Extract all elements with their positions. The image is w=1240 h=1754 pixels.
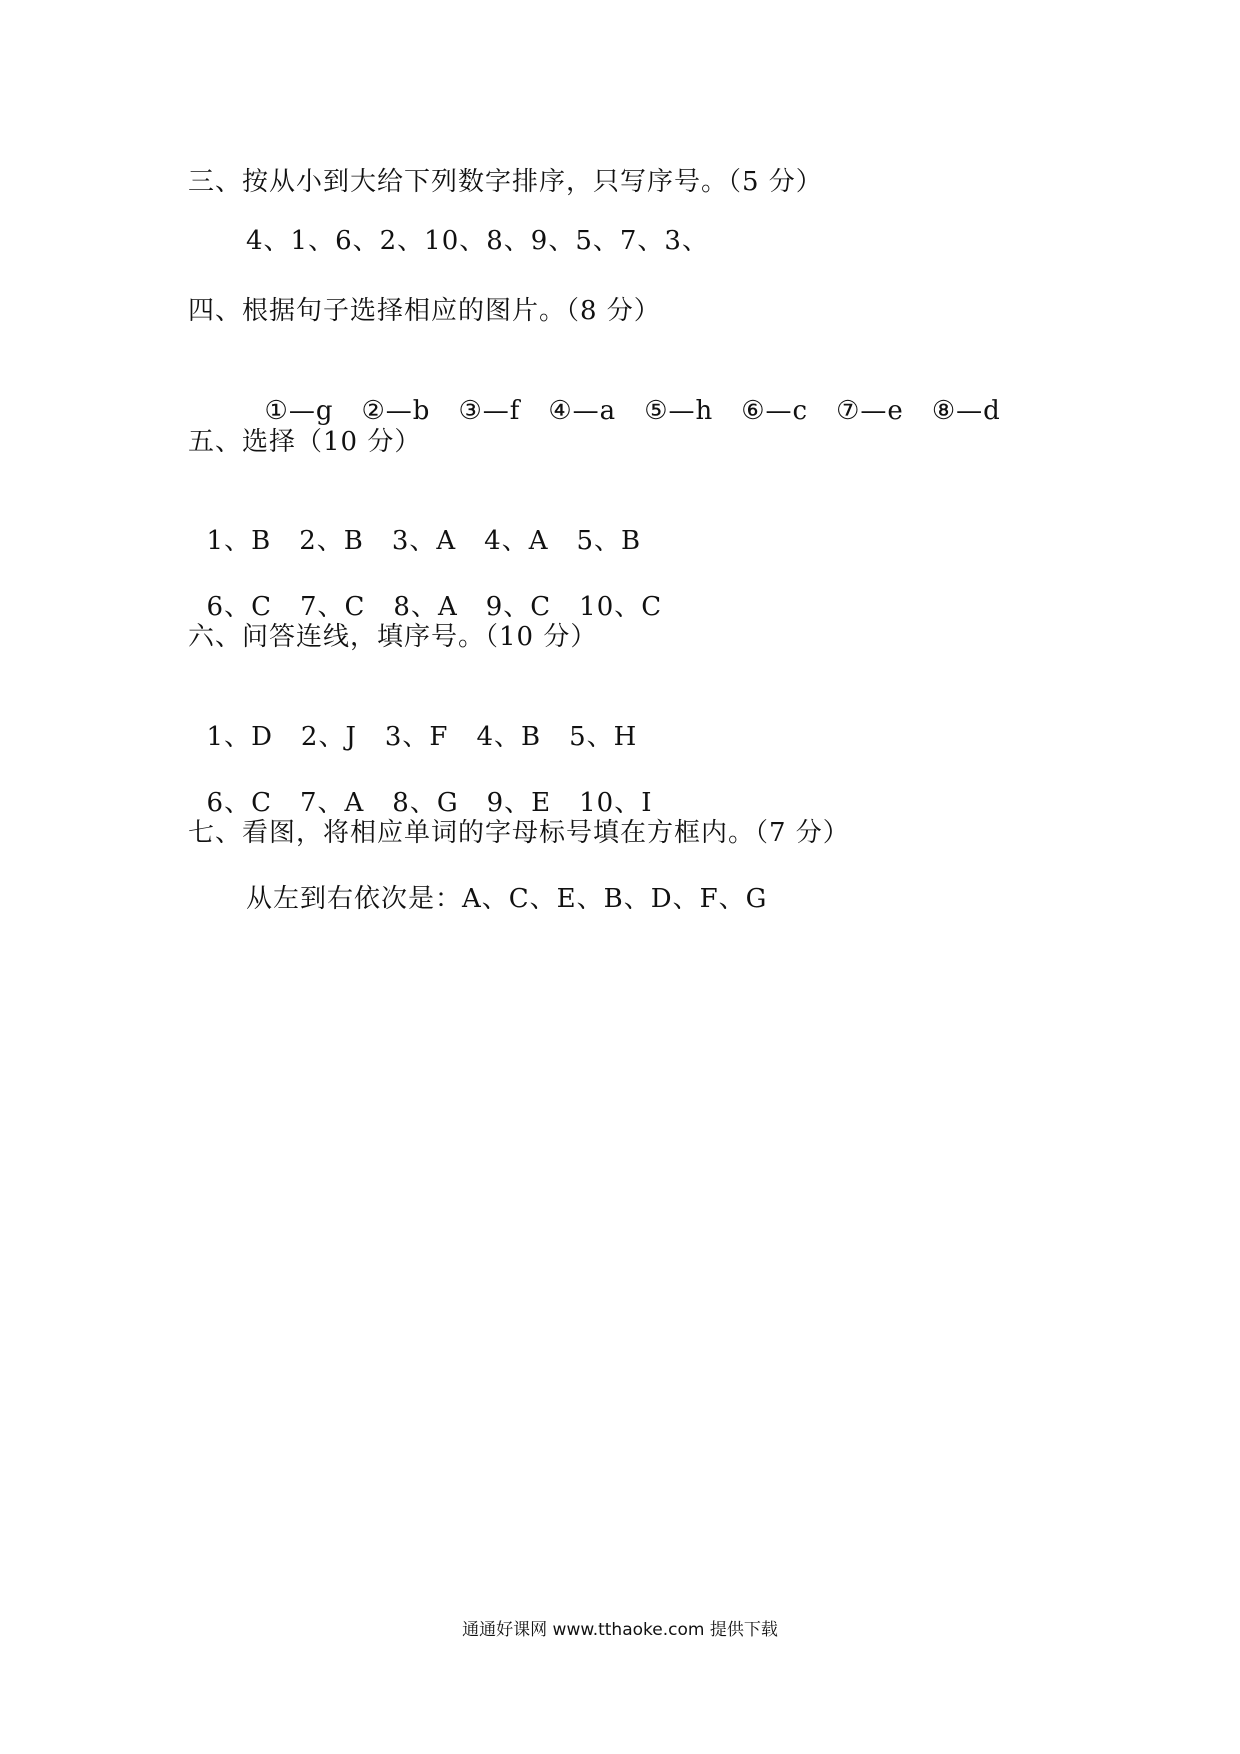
- answer-item: 2、J: [300, 722, 357, 752]
- section-6-heading: 六、问答连线，填序号。（10 分）: [188, 622, 598, 652]
- answer-item: 1、D: [206, 722, 273, 752]
- answer-item: 4、A: [484, 526, 549, 556]
- answer-item: 7、C: [299, 592, 366, 622]
- answer-item: 1、B: [206, 526, 272, 556]
- answer-item: 8、A: [393, 592, 458, 622]
- answer-item: 5、H: [569, 722, 638, 752]
- answer-item: 8、G: [392, 788, 459, 818]
- section-5-row-1: [188, 490, 669, 558]
- answer-item: 6、C: [206, 788, 272, 818]
- answer-item: 3、A: [391, 526, 457, 556]
- section-4-heading: 四、根据句子选择相应的图片。（8 分）: [188, 296, 661, 326]
- section-5-heading: 五、选择（10 分）: [188, 427, 422, 457]
- answer-item: 3、F: [384, 722, 449, 752]
- section-6-row-1: [188, 686, 665, 754]
- answer-item: 9、E: [486, 788, 552, 818]
- answer-item: 6、C: [206, 592, 272, 622]
- answer-item: 10、C: [579, 592, 663, 622]
- page-footer: 通通好课网 www.tthaoke.com 提供下载: [462, 1620, 778, 1640]
- answer-item: ⑧—d: [931, 396, 1001, 426]
- section-6-row-2: [188, 752, 681, 820]
- answer-item: 9、C: [485, 592, 552, 622]
- section-7-answer: 从左到右依次是：A、C、E、B、D、F、G: [246, 884, 768, 914]
- answer-item: ⑥—c: [741, 396, 809, 426]
- answer-item: ②—b: [361, 396, 431, 426]
- answer-item: 2、B: [299, 526, 364, 556]
- section-5-row-2: [188, 556, 690, 624]
- answer-item: ⑦—e: [836, 396, 904, 426]
- answer-item: ①—g: [264, 396, 334, 426]
- answer-item: ⑤—h: [644, 396, 714, 426]
- answer-item: 7、A: [299, 788, 365, 818]
- answer-item: ④—a: [548, 396, 617, 426]
- answer-item: 5、B: [576, 526, 642, 556]
- answer-item: ③—f: [458, 396, 521, 426]
- section-7-heading: 七、看图，将相应单词的字母标号填在方框内。（7 分）: [188, 818, 850, 848]
- answer-item: 10、I: [579, 788, 653, 818]
- section-3-heading: 三、按从小到大给下列数字排序，只写序号。（5 分）: [188, 167, 823, 197]
- section-4-answers: [246, 360, 1029, 428]
- answer-item: 4、B: [476, 722, 542, 752]
- section-3-answer: 4、1、6、2、10、8、9、5、7、3、: [246, 226, 709, 256]
